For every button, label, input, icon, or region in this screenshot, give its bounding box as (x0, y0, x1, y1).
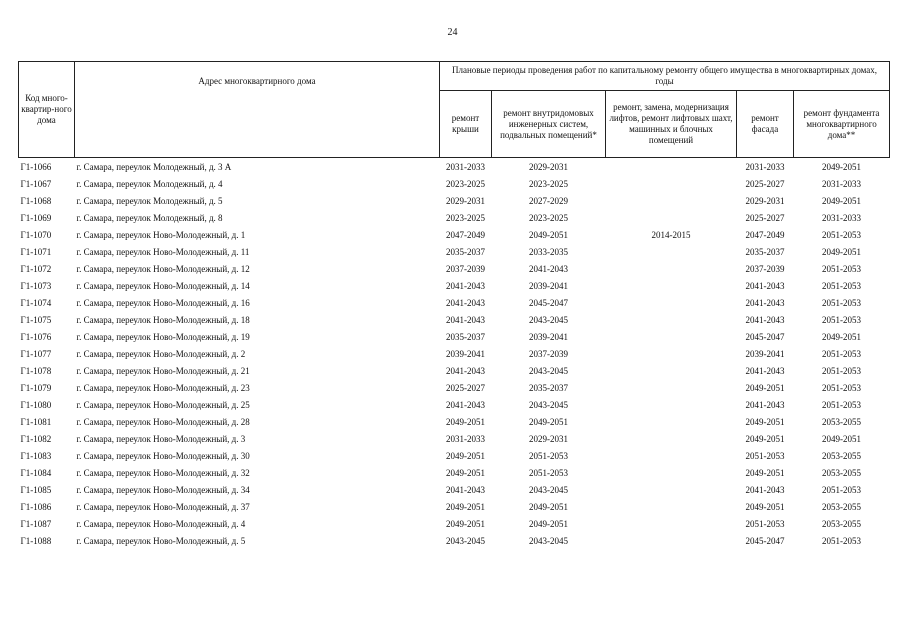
cell-code: Г1-1071 (20, 247, 52, 257)
cell-address: г. Самара, переулок Ново-Молодежный, д. 16 (76, 298, 250, 308)
cell-address: г. Самара, переулок Ново-Молодежный, д. 21 (76, 366, 250, 376)
cell-address: г. Самара, переулок Ново-Молодежный, д. 18 (76, 315, 250, 325)
cell-roof: 2041-2043 (446, 400, 485, 410)
table-row (19, 329, 890, 346)
cell-roof: 2049-2051 (446, 468, 485, 478)
cell-address: г. Самара, переулок Ново-Молодежный, д. 2 (76, 349, 246, 359)
cell-address: г. Самара, переулок Молодежный, д. 3 А (76, 162, 232, 172)
header-roof: ремонт крыши (440, 91, 492, 158)
cell-foundation: 2051-2053 (822, 485, 862, 495)
cell-elevators (606, 158, 737, 177)
cell-roof: 2037-2039 (446, 264, 485, 274)
cell-code: Г1-1070 (20, 230, 52, 240)
table-row (19, 448, 890, 465)
cell-engineering: 2051-2053 (529, 451, 568, 461)
cell-roof: 2041-2043 (446, 298, 485, 308)
table-row (19, 414, 890, 431)
cell-roof: 2031-2033 (446, 434, 485, 444)
cell-facade: 2049-2051 (745, 468, 785, 478)
cell-code: Г1-1073 (20, 281, 52, 291)
table-row (19, 482, 890, 499)
cell-elevators (606, 414, 737, 431)
cell-elevators (606, 380, 737, 397)
cell-code: Г1-1086 (20, 502, 52, 512)
table-row (19, 210, 890, 227)
cell-facade: 2041-2043 (745, 485, 785, 495)
table-row (19, 397, 890, 414)
cell-engineering: 2037-2039 (529, 349, 568, 359)
cell-facade: 2041-2043 (745, 400, 785, 410)
cell-address: г. Самара, переулок Ново-Молодежный, д. 30 (76, 451, 250, 461)
cell-engineering: 2045-2047 (529, 298, 568, 308)
cell-roof: 2023-2025 (446, 179, 485, 189)
cell-roof: 2049-2051 (446, 502, 485, 512)
cell-facade: 2041-2043 (745, 315, 785, 325)
cell-foundation: 2051-2053 (822, 298, 862, 308)
cell-elevators (606, 482, 737, 499)
cell-foundation: 2051-2053 (822, 230, 862, 240)
cell-code: Г1-1075 (20, 315, 52, 325)
cell-address: г. Самара, переулок Ново-Молодежный, д. 1 (76, 230, 246, 240)
cell-address: г. Самара, переулок Ново-Молодежный, д. 3 (76, 434, 246, 444)
table-row (19, 346, 890, 363)
cell-elevators (606, 329, 737, 346)
cell-code: Г1-1078 (20, 366, 52, 376)
cell-foundation: 2053-2055 (822, 451, 862, 461)
cell-elevators: 2014-2015 (651, 230, 691, 240)
cell-code: Г1-1084 (20, 468, 52, 478)
cell-roof: 2049-2051 (446, 451, 485, 461)
cell-address: г. Самара, переулок Ново-Молодежный, д. 37 (76, 502, 250, 512)
cell-foundation: 2051-2053 (822, 264, 862, 274)
cell-roof: 2047-2049 (446, 230, 485, 240)
cell-code: Г1-1077 (20, 349, 52, 359)
cell-facade: 2045-2047 (745, 536, 785, 546)
cell-engineering: 2029-2031 (529, 434, 568, 444)
cell-code: Г1-1074 (20, 298, 52, 308)
cell-facade: 2041-2043 (745, 298, 785, 308)
cell-facade: 2051-2053 (745, 519, 785, 529)
cell-roof: 2025-2027 (446, 383, 485, 393)
cell-address: г. Самара, переулок Ново-Молодежный, д. 4 (76, 519, 246, 529)
table-row (19, 278, 890, 295)
cell-roof: 2031-2033 (446, 162, 485, 172)
header-foundation: ремонт фундамента многоквартирного дома** (794, 91, 890, 158)
cell-code: Г1-1068 (20, 196, 52, 206)
cell-address: г. Самара, переулок Молодежный, д. 8 (76, 213, 223, 223)
cell-engineering: 2039-2041 (529, 332, 568, 342)
cell-code: Г1-1085 (20, 485, 52, 495)
cell-foundation: 2051-2053 (822, 366, 862, 376)
cell-address: г. Самара, переулок Ново-Молодежный, д. 5 (76, 536, 246, 546)
cell-code: Г1-1072 (20, 264, 52, 274)
cell-roof: 2035-2037 (446, 247, 485, 257)
cell-address: г. Самара, переулок Ново-Молодежный, д. 14 (76, 281, 250, 291)
header-facade: ремонт фасада (737, 91, 794, 158)
cell-foundation: 2051-2053 (822, 400, 862, 410)
cell-code: Г1-1087 (20, 519, 52, 529)
cell-roof: 2039-2041 (446, 349, 485, 359)
cell-facade: 2025-2027 (745, 179, 785, 189)
cell-address: г. Самара, переулок Ново-Молодежный, д. 12 (76, 264, 250, 274)
header-engineering: ремонт внутридомовых инженерных систем, подвальных помещений* (492, 91, 606, 158)
cell-facade: 2041-2043 (745, 366, 785, 376)
cell-elevators (606, 397, 737, 414)
cell-elevators (606, 465, 737, 482)
cell-elevators (606, 431, 737, 448)
table-row (19, 380, 890, 397)
table-row (19, 176, 890, 193)
cell-facade: 2025-2027 (745, 213, 785, 223)
capital-repair-table (18, 61, 890, 550)
cell-elevators (606, 448, 737, 465)
cell-elevators (606, 363, 737, 380)
cell-code: Г1-1067 (20, 179, 52, 189)
cell-code: Г1-1088 (20, 536, 52, 546)
cell-code: Г1-1080 (20, 400, 52, 410)
cell-foundation: 2051-2053 (822, 281, 862, 291)
cell-elevators (606, 312, 737, 329)
cell-address: г. Самара, переулок Ново-Молодежный, д. 11 (76, 247, 250, 257)
cell-roof: 2049-2051 (446, 417, 485, 427)
cell-facade: 2035-2037 (745, 247, 785, 257)
table-row (19, 261, 890, 278)
cell-address: г. Самара, переулок Ново-Молодежный, д. 19 (76, 332, 250, 342)
cell-elevators (606, 346, 737, 363)
cell-foundation: 2051-2053 (822, 536, 862, 546)
cell-engineering: 2027-2029 (529, 196, 568, 206)
cell-foundation: 2049-2051 (822, 332, 862, 342)
cell-foundation: 2051-2053 (822, 383, 862, 393)
cell-facade: 2031-2033 (745, 162, 785, 172)
cell-engineering: 2051-2053 (529, 468, 568, 478)
cell-foundation: 2049-2051 (822, 434, 862, 444)
cell-roof: 2043-2045 (446, 536, 485, 546)
cell-engineering: 2039-2041 (529, 281, 568, 291)
cell-facade: 2045-2047 (745, 332, 785, 342)
cell-facade: 2049-2051 (745, 417, 785, 427)
cell-foundation: 2053-2055 (822, 519, 862, 529)
cell-roof: 2041-2043 (446, 315, 485, 325)
cell-facade: 2049-2051 (745, 383, 785, 393)
table-row (19, 516, 890, 533)
table-row (19, 465, 890, 482)
cell-engineering: 2035-2037 (529, 383, 568, 393)
cell-address: г. Самара, переулок Ново-Молодежный, д. 23 (76, 383, 250, 393)
cell-elevators (606, 210, 737, 227)
cell-facade: 2049-2051 (745, 502, 785, 512)
cell-facade: 2039-2041 (745, 349, 785, 359)
cell-roof: 2035-2037 (446, 332, 485, 342)
cell-foundation: 2053-2055 (822, 468, 862, 478)
cell-facade: 2029-2031 (745, 196, 785, 206)
cell-roof: 2041-2043 (446, 485, 485, 495)
cell-elevators (606, 499, 737, 516)
cell-engineering: 2049-2051 (529, 230, 568, 240)
cell-code: Г1-1081 (20, 417, 52, 427)
cell-elevators (606, 278, 737, 295)
table-row (19, 158, 890, 177)
cell-elevators (606, 261, 737, 278)
cell-engineering: 2043-2045 (529, 315, 568, 325)
cell-code: Г1-1083 (20, 451, 52, 461)
cell-facade: 2047-2049 (745, 230, 785, 240)
cell-elevators (606, 176, 737, 193)
cell-roof: 2029-2031 (446, 196, 485, 206)
cell-foundation: 2051-2053 (822, 315, 862, 325)
table-row (19, 431, 890, 448)
cell-engineering: 2033-2035 (529, 247, 568, 257)
cell-facade: 2037-2039 (745, 264, 785, 274)
cell-foundation: 2031-2033 (822, 213, 862, 223)
cell-elevators (606, 516, 737, 533)
cell-engineering: 2043-2045 (529, 485, 568, 495)
cell-engineering: 2049-2051 (529, 417, 568, 427)
cell-address: г. Самара, переулок Ново-Молодежный, д. 25 (76, 400, 250, 410)
cell-engineering: 2043-2045 (529, 400, 568, 410)
cell-elevators (606, 193, 737, 210)
cell-elevators (606, 244, 737, 261)
table-row (19, 499, 890, 516)
cell-code: Г1-1066 (20, 162, 52, 172)
table-body (19, 158, 890, 551)
cell-roof: 2041-2043 (446, 366, 485, 376)
cell-facade: 2049-2051 (745, 434, 785, 444)
table-row (19, 363, 890, 380)
cell-facade: 2051-2053 (745, 451, 785, 461)
cell-engineering: 2049-2051 (529, 519, 568, 529)
cell-roof: 2041-2043 (446, 281, 485, 291)
header-code: Код много-квартир-ного дома (19, 62, 75, 158)
cell-roof: 2049-2051 (446, 519, 485, 529)
cell-elevators (606, 533, 737, 550)
table-row (19, 244, 890, 261)
cell-address: г. Самара, переулок Молодежный, д. 5 (76, 196, 223, 206)
cell-engineering: 2029-2031 (529, 162, 568, 172)
cell-engineering: 2023-2025 (529, 213, 568, 223)
cell-engineering: 2041-2043 (529, 264, 568, 274)
cell-address: г. Самара, переулок Ново-Молодежный, д. 28 (76, 417, 250, 427)
cell-engineering: 2023-2025 (529, 179, 568, 189)
table-row (19, 193, 890, 210)
header-elevators: ремонт, замена, модернизация лифтов, ремонт лифтовых шахт, машинных и блочных помещений (606, 91, 737, 158)
cell-code: Г1-1069 (20, 213, 52, 223)
table-row (19, 295, 890, 312)
cell-elevators (606, 295, 737, 312)
header-planned-periods: Плановые периоды проведения работ по капитальному ремонту общего имущества в многоквартирных домах, годы (440, 62, 890, 91)
cell-address: г. Самара, переулок Ново-Молодежный, д. 32 (76, 468, 250, 478)
cell-roof: 2023-2025 (446, 213, 485, 223)
table-row (19, 533, 890, 550)
cell-engineering: 2043-2045 (529, 366, 568, 376)
cell-address: г. Самара, переулок Ново-Молодежный, д. 34 (76, 485, 250, 495)
cell-foundation: 2049-2051 (822, 162, 862, 172)
cell-foundation: 2053-2055 (822, 417, 862, 427)
cell-engineering: 2049-2051 (529, 502, 568, 512)
cell-foundation: 2049-2051 (822, 247, 862, 257)
cell-address: г. Самара, переулок Молодежный, д. 4 (76, 179, 223, 189)
table-row (19, 227, 890, 244)
cell-foundation: 2053-2055 (822, 502, 862, 512)
cell-code: Г1-1079 (20, 383, 52, 393)
cell-foundation: 2031-2033 (822, 179, 862, 189)
header-address: Адрес многоквартирного дома (75, 62, 440, 158)
cell-facade: 2041-2043 (745, 281, 785, 291)
table-header (19, 62, 890, 158)
cell-code: Г1-1076 (20, 332, 52, 342)
cell-engineering: 2043-2045 (529, 536, 568, 546)
page-number: 24 (447, 27, 458, 38)
cell-foundation: 2049-2051 (822, 196, 862, 206)
cell-code: Г1-1082 (20, 434, 52, 444)
cell-foundation: 2051-2053 (822, 349, 862, 359)
table-row (19, 312, 890, 329)
